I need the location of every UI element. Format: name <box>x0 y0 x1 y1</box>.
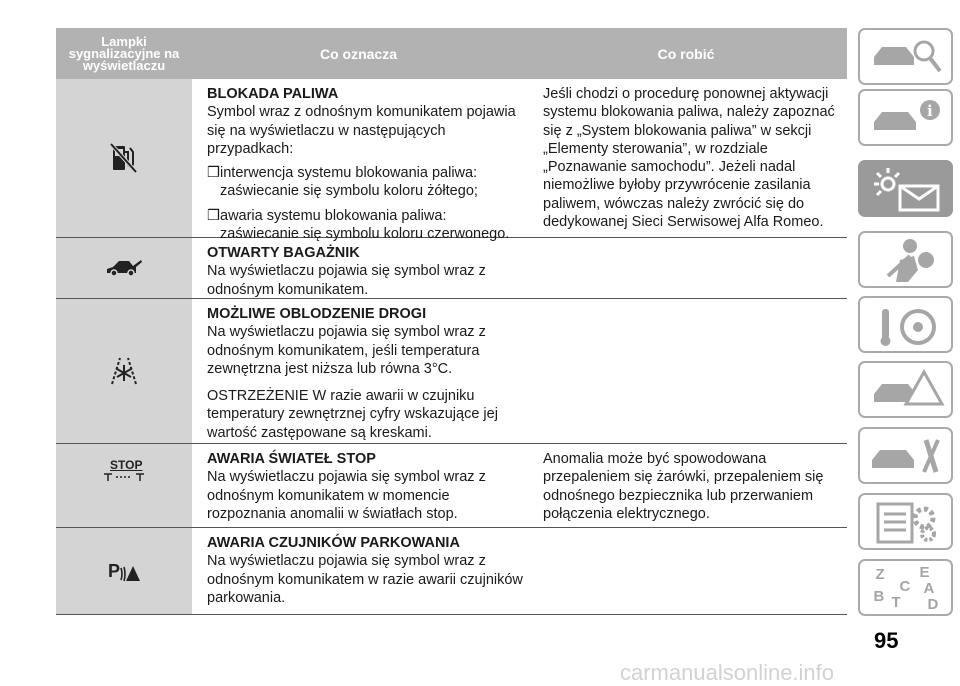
svg-text:i: i <box>926 101 933 120</box>
tab-emergency[interactable] <box>858 361 953 418</box>
row-text: Na wyświetlaczu pojawia się symbol wraz z odnośnym komunikatem w momencie rozpoznania anomalii w światłach stop. <box>207 469 486 522</box>
table-row <box>56 79 847 243</box>
header-what-to-do: Co robić <box>657 45 715 62</box>
specs-gear-icon <box>866 498 946 546</box>
tab-specifications[interactable] <box>858 493 953 550</box>
row-text: Symbol wraz z odnośnym komunikatem pojawia się na wyświetlaczu w następujących przypadkach: <box>207 104 516 157</box>
row-warning-note: OSTRZEŻENIE W razie awarii w czujniku temperatury zewnętrznej cyfry wskazujące jej wartość zastępowane są kreskami. <box>207 388 498 441</box>
tab-airbag[interactable] <box>858 231 953 288</box>
stop-light-fault-icon: STOP <box>110 458 143 472</box>
ice-warning-icon <box>108 356 140 386</box>
tab-controls[interactable] <box>858 296 953 353</box>
airbag-person-icon <box>866 236 946 284</box>
tab-warning-lights[interactable] <box>858 160 953 217</box>
row-title: OTWARTY BAGAŻNIK <box>207 245 360 261</box>
alphabetical-index-icon: Z E A B C T D <box>873 563 939 613</box>
row-action: Anomalia może być spowodowana przepaleniem się żarówki, przepaleniem się odnośnego bezpiecznika lub przerwaniem połączenia elektrycznego. <box>543 451 824 522</box>
table-row <box>56 528 847 615</box>
row-title: AWARIA CZUJNIKÓW PARKOWANIA <box>207 535 460 551</box>
parking-sensor-fault-icon: P <box>108 561 140 582</box>
row-text: Na wyświetlaczu pojawia się symbol wraz z odnośnym komunikatem, jeśli temperatura zewnętrzna jest niższa lub równa 3°C. <box>207 324 486 377</box>
row-action: Jeśli chodzi o procedurę ponownej aktywacji systemu blokowania paliwa, należy zapoznać się z „System blokowania paliwa” w sekcji „Elementy sterowania”, w rozdziale „Poznawanie samochodu”. Jeżeli nadal niemożliwe byłoby przywrócenie zasilania paliwem, wówczas należy zwrócić się do dedykowanej Sieci Serwisowej Alfa Romeo. <box>543 86 835 231</box>
fuel-block-icon <box>110 142 138 174</box>
row-action <box>531 238 847 298</box>
table-header <box>56 28 847 79</box>
row-title: AWARIA ŚWIATEŁ STOP <box>207 451 376 467</box>
table-row <box>56 238 847 299</box>
car-search-icon <box>866 35 946 79</box>
row-text: Na wyświetlaczu pojawia się symbol wraz z odnośnym komunikatem w razie awarii czujników parkowania. <box>207 553 523 606</box>
table-row <box>56 444 847 528</box>
car-service-icon <box>866 432 946 480</box>
row-action <box>531 299 847 443</box>
open-trunk-icon <box>105 258 143 278</box>
page-number: 95 <box>874 628 899 653</box>
checkbox-bullet-icon: ❒ <box>207 207 220 224</box>
warning-lights-table <box>56 28 847 615</box>
key-steering-wheel-icon <box>866 301 946 349</box>
car-emergency-icon <box>866 366 946 414</box>
list-item: ❒ awaria systemu blokowania paliwa: zaświecanie się symbolu koloru czerwonego. <box>207 207 510 243</box>
header-warning-lights: Lampki sygnalizacyjne na wyświetlaczu <box>68 33 180 73</box>
tab-service[interactable] <box>858 427 953 484</box>
row-text: Na wyświetlaczu pojawia się symbol wraz z odnośnym komunikatem. <box>207 263 486 298</box>
watermark: carmanualsonline.info <box>620 660 835 685</box>
tab-car-search[interactable] <box>858 28 953 85</box>
row-action <box>531 528 847 614</box>
checkbox-bullet-icon: ❒ <box>207 165 220 182</box>
car-info-icon <box>866 96 946 140</box>
tab-index[interactable] <box>858 559 953 616</box>
table-row <box>56 299 847 444</box>
warning-light-message-icon <box>864 164 948 214</box>
list-item: ❒ interwencja systemu blokowania paliwa: zaświecanie się symbolu koloru żółtego; <box>207 165 478 200</box>
tab-car-info[interactable] <box>858 89 953 146</box>
header-meaning: Co oznacza <box>319 45 397 62</box>
row-title: BLOKADA PALIWA <box>207 86 339 102</box>
row-title: MOŻLIWE OBLODZENIE DROGI <box>207 306 427 322</box>
